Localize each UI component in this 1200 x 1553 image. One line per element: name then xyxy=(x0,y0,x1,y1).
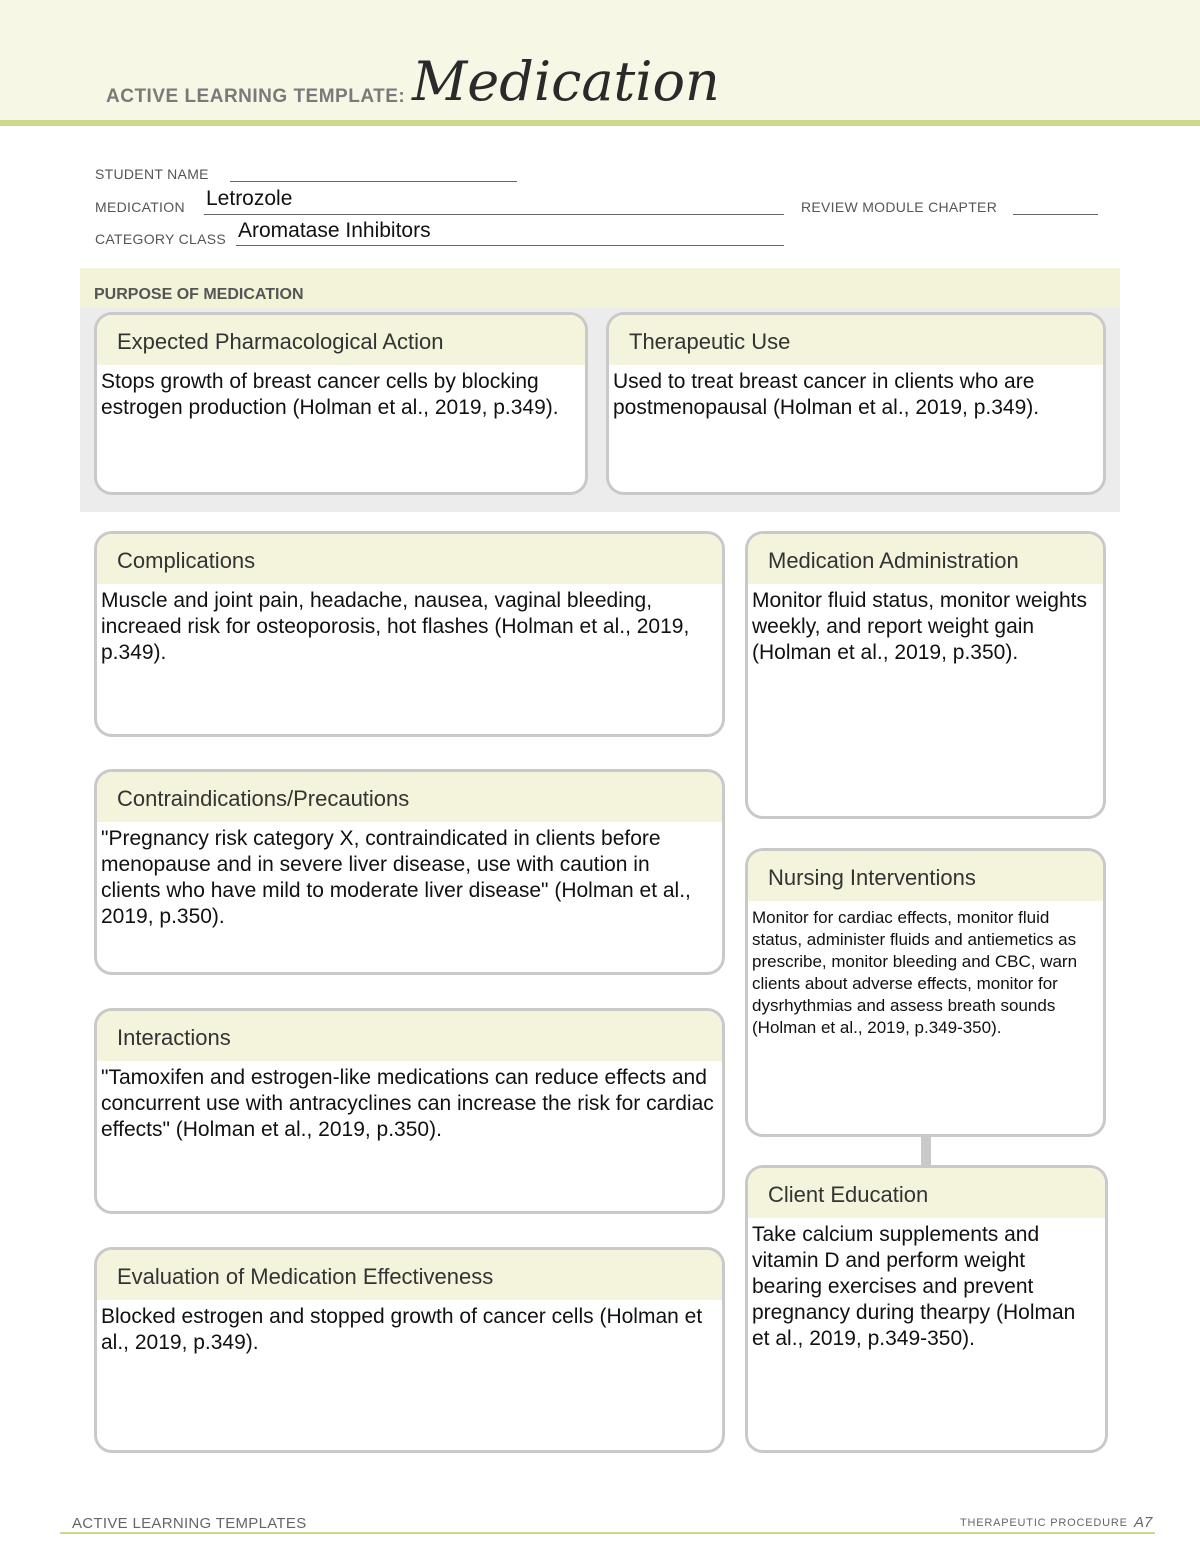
medication-label: MEDICATION xyxy=(95,199,185,215)
template-label: ACTIVE LEARNING TEMPLATE: xyxy=(106,86,406,107)
nursing-interventions-title: Nursing Interventions xyxy=(748,851,1103,901)
evaluation-card xyxy=(94,1247,725,1453)
administration-body[interactable]: Monitor fluid status, monitor weights weekly, and report weight gain (Holman et al., 2019, p.350). xyxy=(752,589,1087,664)
student-name-field[interactable] xyxy=(230,181,517,182)
evaluation-body[interactable]: Blocked estrogen and stopped growth of cancer cells (Holman et al., 2019, p.349). xyxy=(101,1305,703,1354)
client-education-card xyxy=(745,1165,1108,1453)
complications-title: Complications xyxy=(97,534,722,584)
client-education-body[interactable]: Take calcium supplements and vitamin D and perform weight bearing exercises and prevent pregnancy during thearpy (Holman et al., 2019, p.349-350). xyxy=(752,1223,1076,1350)
administration-title: Medication Administration xyxy=(748,534,1103,584)
student-name-label: STUDENT NAME xyxy=(95,166,209,182)
purpose-label: PURPOSE OF MEDICATION xyxy=(94,286,304,303)
expected-action-card xyxy=(94,312,588,495)
category-class-value: Aromatase Inhibitors xyxy=(238,219,431,242)
client-education-title: Client Education xyxy=(748,1168,1105,1218)
expected-action-body[interactable]: Stops growth of breast cancer cells by blocking estrogen production (Holman et al., 2019, p.349). xyxy=(101,370,559,419)
medication-field[interactable] xyxy=(204,214,784,215)
footer-right-label: THERAPEUTIC PROCEDURE xyxy=(960,1517,1128,1529)
complications-card xyxy=(94,531,725,737)
medication-value: Letrozole xyxy=(206,187,293,210)
nursing-interventions-body[interactable]: Monitor for cardiac effects, monitor fluid status, administer fluids and antiemetics as prescribe, monitor bleeding and CBC, warn clients about adverse effects, monitor for dysrhythmias and assess breath sounds (Holman et al., 2019, p.349-350). xyxy=(752,908,1078,1037)
expected-action-title: Expected Pharmacological Action xyxy=(97,315,585,365)
interactions-title: Interactions xyxy=(97,1011,722,1061)
therapeutic-use-body[interactable]: Used to treat breast cancer in clients who are postmenopausal (Holman et al., 2019, p.349). xyxy=(613,370,1040,419)
contraindications-body[interactable]: "Pregnancy risk category X, contraindicated in clients before menopause and in severe liver disease, use with caution in clients who have mild to moderate liver disease" (Holman et al., 2019, p.350). xyxy=(101,827,691,928)
footer-page-number: A7 xyxy=(1134,1514,1153,1531)
category-class-label: CATEGORY CLASS xyxy=(95,231,227,247)
interactions-body[interactable]: "Tamoxifen and estrogen-like medications can reduce effects and concurrent use with antracyclines can increase the risk for cardiac effects" (Holman et al., 2019, p.350). xyxy=(101,1066,714,1141)
category-class-field[interactable] xyxy=(236,245,784,246)
contraindications-title: Contraindications/Precautions xyxy=(97,772,722,822)
nursing-interventions-card xyxy=(745,848,1106,1137)
interactions-card xyxy=(94,1008,725,1214)
card-connector xyxy=(921,1136,931,1166)
complications-body[interactable]: Muscle and joint pain, headache, nausea, vaginal bleeding, increaed risk for osteoporosis, hot flashes (Holman et al., 2019, p.349). xyxy=(101,589,690,664)
review-module-label: REVIEW MODULE CHAPTER xyxy=(801,199,998,215)
contraindications-card xyxy=(94,769,725,975)
footer-left-label: ACTIVE LEARNING TEMPLATES xyxy=(72,1515,307,1532)
therapeutic-use-card xyxy=(606,312,1106,495)
page-title: Medication xyxy=(412,50,720,113)
evaluation-title: Evaluation of Medication Effectiveness xyxy=(97,1250,722,1300)
therapeutic-use-title: Therapeutic Use xyxy=(609,315,1103,365)
footer-line xyxy=(60,1532,1155,1534)
review-module-field[interactable] xyxy=(1013,214,1098,215)
administration-card xyxy=(745,531,1106,819)
